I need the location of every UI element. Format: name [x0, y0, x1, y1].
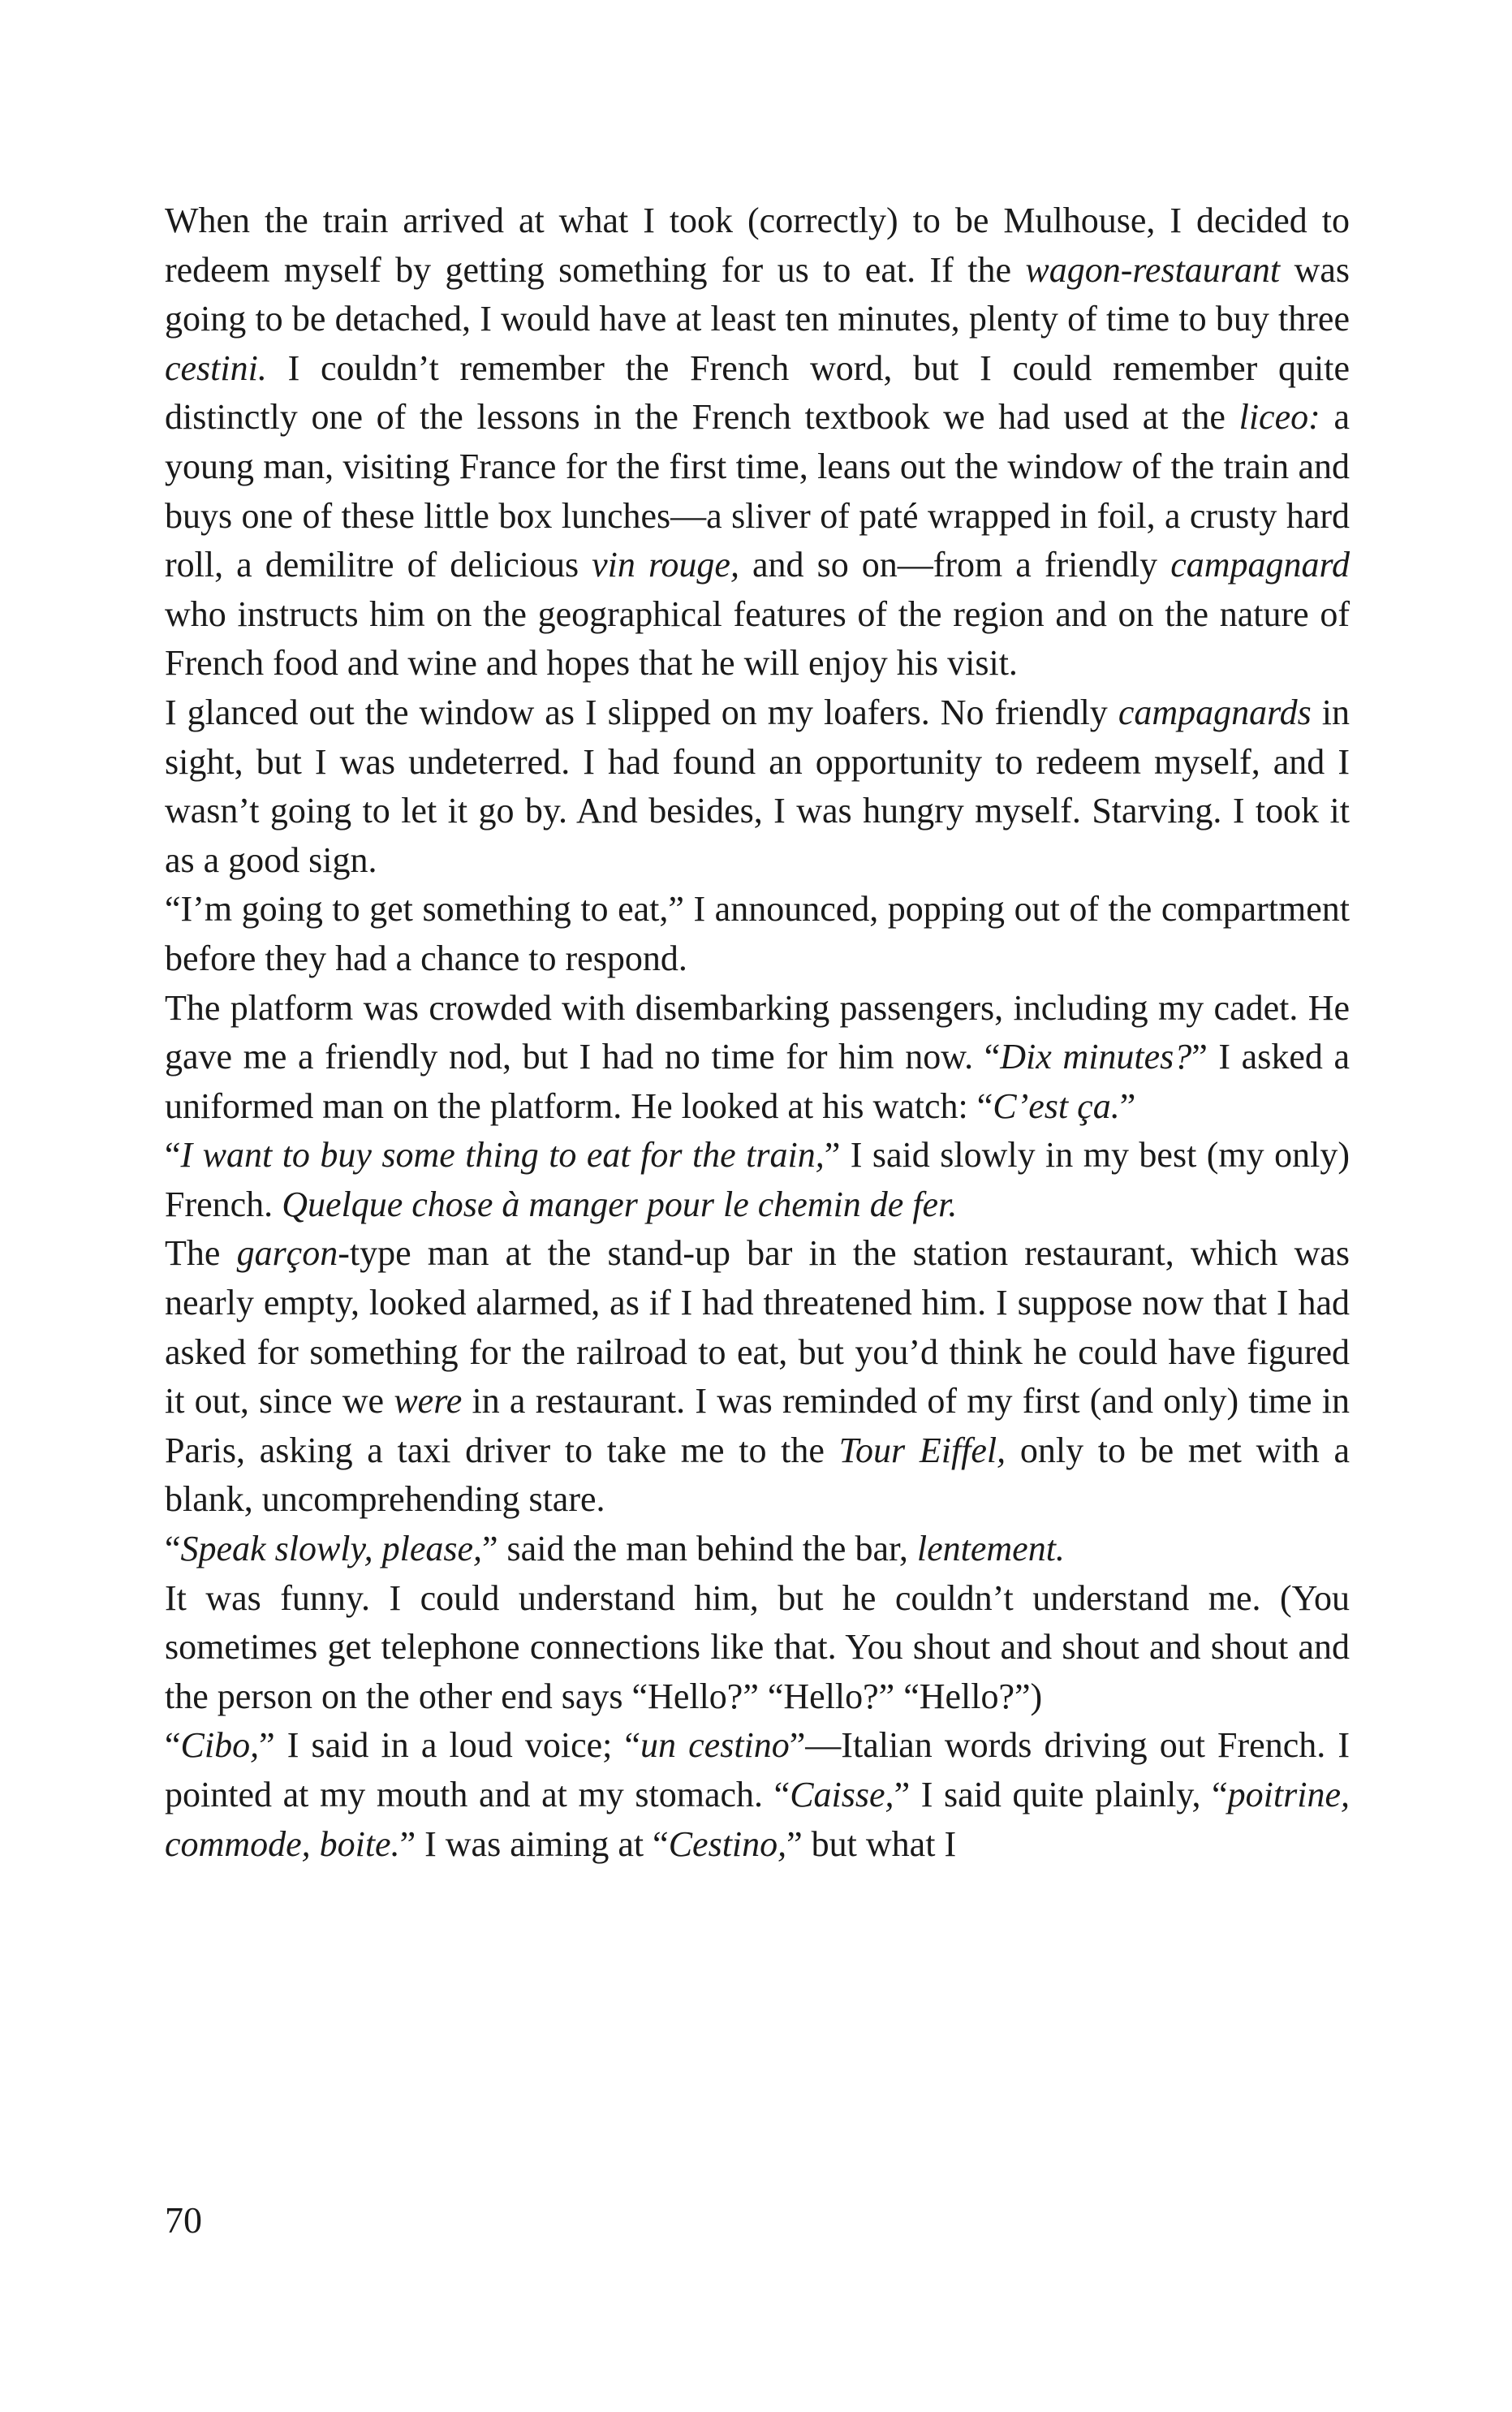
paragraph [165, 688, 1350, 885]
text-run: I couldn’t remember the French word, but I could remember quite distinctly one of the lessons in the French textbook we had used at the [165, 347, 1350, 438]
text-run: a young man, visiting France for the first time, leans out the window of the train and buys one of these little box lunches—a sliver of paté wrapped in foil, a crusty hard roll, a demilitre of delicious [165, 397, 1350, 585]
text-run: The [165, 1233, 237, 1274]
paragraph [165, 1131, 1350, 1229]
italic-text-run: Cibo, [180, 1725, 260, 1766]
italic-text-run: cestini. [165, 347, 267, 388]
paragraph [165, 1574, 1350, 1722]
text-run: only to be met with a blank, uncomprehending stare. [165, 1430, 1350, 1520]
text-run: “I’m going to get something to eat,” I announced, popping out of the compartment before they had a chance to respond. [165, 889, 1350, 978]
text-run: It was funny. I could understand him, but he couldn’t understand me. (You sometimes get telephone connections like that. You shout and shout and shout and the person on the other end says “Hello?” “Hello?” “Hello?”) [165, 1577, 1350, 1716]
italic-text-run: Tour Eiffel, [838, 1430, 1006, 1470]
text-run: “ [165, 1725, 181, 1766]
text-run: When the train arrived at what I took (correctly) to be Mulhouse, I decided to redeem myself by getting something for us to eat. If the [165, 201, 1350, 290]
text-run: “ [165, 1529, 181, 1569]
text-run: ” [1119, 1085, 1136, 1126]
italic-text-run: wagon-restaurant [1025, 249, 1281, 290]
page-number: 70 [165, 2199, 202, 2241]
italic-text-run: garçon [236, 1233, 338, 1274]
text-run: ”—Italian words driving out French. I pointed at my mouth and at my stomach. “ [165, 1725, 1350, 1814]
italic-text-run: un cestino [640, 1725, 790, 1766]
italic-text-run: Speak slowly, please, [180, 1529, 483, 1569]
text-run: The platform was crowded with disembarking passengers, including my cadet. He gave me a friendly nod, but I had no time for him now. “ [165, 987, 1350, 1077]
italic-text-run: C’est ça. [993, 1085, 1120, 1126]
text-run: in sight, but I was undeterred. I had found an opportunity to redeem myself, and I wasn’t going to let it go by. And besides, I was hungry myself. Starving. I took it as a good sign. [165, 692, 1350, 880]
paragraph [165, 984, 1350, 1132]
text-run: ” said the man behind the bar, [482, 1529, 917, 1569]
italic-text-run: poitrine, commode, boite. [165, 1775, 1350, 1864]
text-run: was going to be detached, I would have at least ten minutes, plenty of time to buy three [165, 249, 1350, 339]
paragraph [165, 196, 1350, 688]
text-run: I glanced out the window as I slipped on my loafers. No friendly [165, 692, 1118, 732]
paragraph [165, 1525, 1350, 1574]
italic-text-run: Dix minutes? [1000, 1037, 1192, 1077]
text-run: and so on—from a friendly [739, 545, 1171, 585]
text-run: -type man at the stand-up bar in the station restaurant, which was nearly empty, looked alarmed, as if I had threatened him. I suppose now that I had asked for something for the railroad to eat, but you’d think he could have figured it out, since we [165, 1233, 1350, 1422]
text-run: ” I said quite plainly, “ [894, 1775, 1228, 1814]
text-run: ” I was aiming at “ [399, 1823, 669, 1864]
italic-text-run: lentement. [916, 1529, 1065, 1569]
italic-text-run: vin rouge, [592, 545, 739, 585]
italic-text-run: Caisse, [790, 1775, 894, 1814]
body-text [165, 196, 1350, 1869]
text-run: “ [165, 1135, 181, 1176]
text-run: ” I said slowly in my best (my only) French. [165, 1135, 1350, 1224]
italic-text-run: were [394, 1381, 463, 1422]
paragraph [165, 1721, 1350, 1869]
italic-text-run: campagnards [1118, 692, 1312, 732]
text-run: ” I asked a uniformed man on the platform. He looked at his watch: “ [165, 1037, 1350, 1126]
italic-text-run: I want to buy some thing to eat for the train, [180, 1135, 825, 1176]
text-run: who instructs him on the geographical features of the region and on the nature of French food and wine and hopes that he will enjoy his visit. [165, 593, 1350, 684]
paragraph [165, 885, 1350, 983]
paragraph [165, 1229, 1350, 1525]
text-run: ” but what I [786, 1823, 957, 1864]
italic-text-run: campagnard [1170, 545, 1350, 585]
italic-text-run: Quelque chose à manger pour le chemin de fer. [282, 1184, 958, 1224]
text-run: ” I said in a loud voice; “ [259, 1725, 641, 1766]
italic-text-run: Cestino, [668, 1823, 787, 1864]
text-run: in a restaurant. I was reminded of my first (and only) time in Paris, asking a taxi driver to take me to the [165, 1381, 1350, 1470]
italic-text-run: liceo: [1238, 397, 1320, 438]
